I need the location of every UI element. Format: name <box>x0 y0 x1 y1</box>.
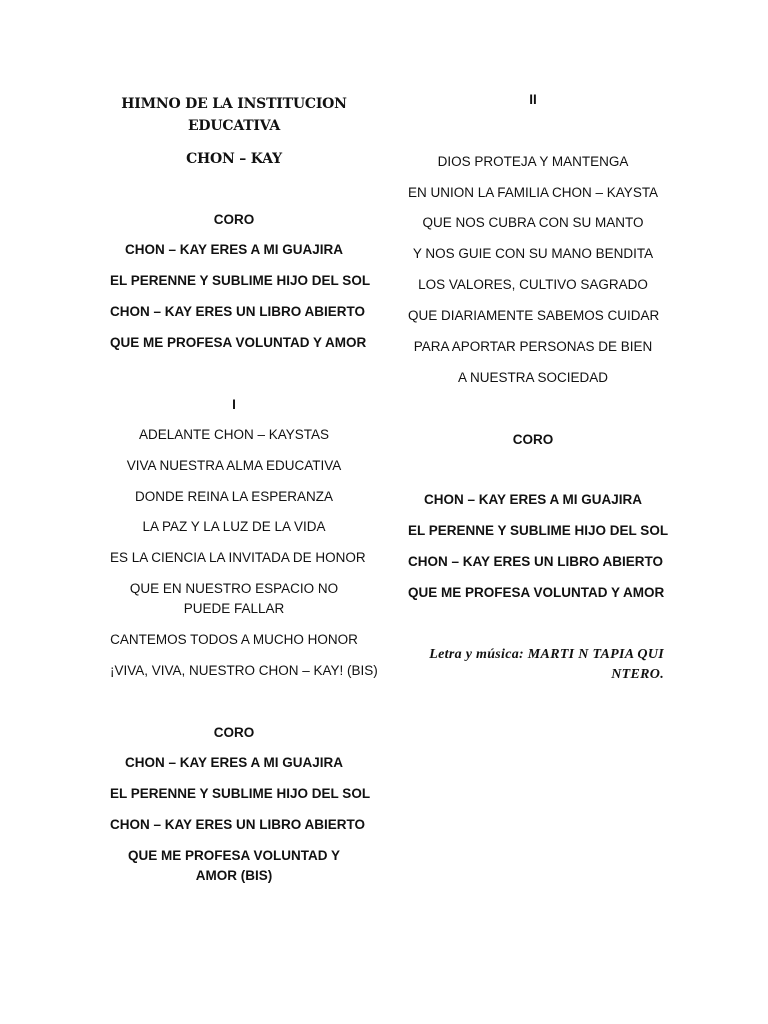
stanza-2-line: QUE DIARIAMENTE SABEMOS CUIDAR <box>408 308 660 323</box>
stanza-1-line: DONDE REINA LA ESPERANZA <box>134 489 334 504</box>
coro-2-line: CHON – KAY ERES UN LIBRO ABIERTO <box>110 817 366 832</box>
stanza-2-line: Y NOS GUIE CON SU MANO BENDITA <box>412 246 654 261</box>
stanza-2-line: DIOS PROTEJA Y MANTENGA <box>437 154 629 169</box>
coro-line: EL PERENNE Y SUBLIME HIJO DEL SOL <box>110 273 371 288</box>
coro-line-right: QUE ME PROFESA VOLUNTAD Y AMOR <box>408 585 665 600</box>
title-line-1: HIMNO DE LA INSTITUCION <box>121 96 347 112</box>
coro-heading: CORO <box>213 212 255 227</box>
stanza-2-line: PARA APORTAR PERSONAS DE BIEN <box>413 339 653 354</box>
stanza-2-heading: II <box>529 92 537 107</box>
coro-line-right: CHON – KAY ERES UN LIBRO ABIERTO <box>408 554 664 569</box>
coro-2-heading: CORO <box>213 725 255 740</box>
stanza-2-line: LOS VALORES, CULTIVO SAGRADO <box>418 277 648 292</box>
coro-line: CHON – KAY ERES A MI GUAJIRA <box>124 242 344 257</box>
coro-line: QUE ME PROFESA VOLUNTAD Y AMOR <box>110 335 367 350</box>
title-line-2: EDUCATIVA <box>187 118 281 134</box>
stanza-2-line: EN UNION LA FAMILIA CHON – KAYSTA <box>408 185 659 200</box>
stanza-1-line: VIVA NUESTRA ALMA EDUCATIVA <box>126 458 342 473</box>
coro-heading-right: CORO <box>512 432 554 447</box>
lyrics-credit: Letra y música: MARTI N TAPIA QUI NTERO. <box>429 647 664 682</box>
coro-line-right: EL PERENNE Y SUBLIME HIJO DEL SOL <box>408 523 669 538</box>
coro-2-line: QUE ME PROFESA VOLUNTAD Y AMOR (BIS) <box>127 848 341 883</box>
stanza-1-line: ¡VIVA, VIVA, NUESTRO CHON – KAY! (BIS) <box>110 663 378 678</box>
stanza-2-line: A NUESTRA SOCIEDAD <box>457 370 609 385</box>
coro-2-line: CHON – KAY ERES A MI GUAJIRA <box>124 755 344 770</box>
coro-line: CHON – KAY ERES UN LIBRO ABIERTO <box>110 304 366 319</box>
stanza-1-heading: I <box>232 397 236 412</box>
stanza-1-line: CANTEMOS TODOS A MUCHO HONOR <box>110 632 358 647</box>
coro-line-right: CHON – KAY ERES A MI GUAJIRA <box>423 492 643 507</box>
stanza-1-line: ADELANTE CHON – KAYSTAS <box>138 427 330 442</box>
title-line-3: CHON – KAY <box>186 151 282 167</box>
stanza-1-line: LA PAZ Y LA LUZ DE LA VIDA <box>142 519 326 534</box>
stanza-1-line: ES LA CIENCIA LA INVITADA DE HONOR <box>110 550 366 565</box>
coro-2-line: EL PERENNE Y SUBLIME HIJO DEL SOL <box>110 786 371 801</box>
stanza-1-line: QUE EN NUESTRO ESPACIO NO PUEDE FALLAR <box>129 581 339 616</box>
stanza-2-line: QUE NOS CUBRA CON SU MANTO <box>422 215 644 230</box>
